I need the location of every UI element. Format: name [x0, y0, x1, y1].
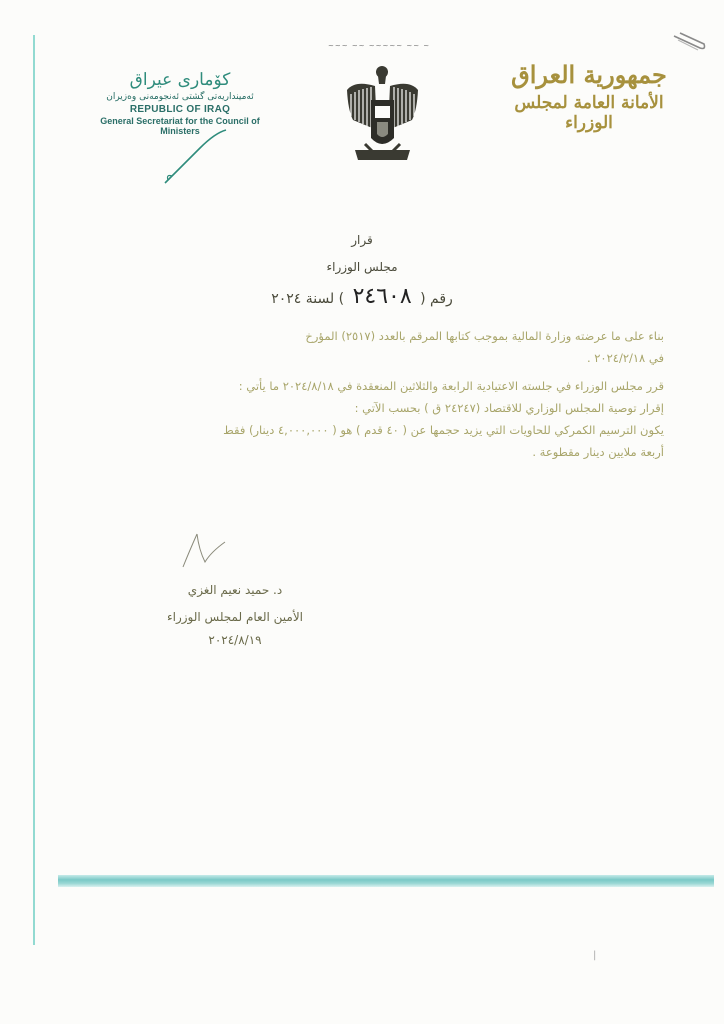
decision-title: قرار	[351, 233, 373, 247]
header-right-block	[509, 60, 669, 133]
decision-number-line	[0, 284, 724, 309]
body-line: في ٢٠٢٤/٢/١٨ .	[586, 351, 664, 365]
body-paragraph-1	[104, 325, 664, 369]
handwritten-signature-icon	[175, 522, 235, 572]
signatory-position: الأمين العام لمجلس الوزراء	[166, 610, 304, 624]
number-suffix: ) لسنة ٢٠٢٤	[271, 291, 345, 307]
body-paragraph-2	[104, 375, 664, 463]
english-republic: REPUBLIC OF IRAQ	[129, 104, 231, 115]
kurdish-title: کۆماری عیراق	[129, 70, 231, 90]
number-prefix: رقم (	[420, 291, 453, 307]
body-line: بناء على ما عرضته وزارة المالية بموجب كتابها المرقم بالعدد (٢٥١٧) المؤرخ	[305, 329, 664, 343]
english-secretariat: General Secretariat for the Council of Ministers	[100, 116, 260, 136]
kurdish-subtitle: ئەمینداریەتی گشتی ئەنجومەنی وەزیران	[106, 92, 254, 102]
signatory-name: د. حميد نعيم الغزي	[187, 583, 283, 597]
footer-band	[58, 875, 714, 887]
arabic-secretariat-title: الأمانة العامة لمجلس الوزراء	[514, 93, 664, 133]
decision-number: ٢٤٦٠٨	[352, 284, 412, 309]
body-line: إقرار توصية المجلس الوزاري للاقتصاد (٢٤٢٤٧ ق ) بحسب الآتي :	[354, 401, 664, 415]
council-title: مجلس الوزراء	[326, 260, 398, 274]
header-left-block	[85, 70, 275, 136]
footer-mark: |	[593, 950, 597, 961]
body-line: يكون الترسيم الكمركي للحاويات التي يزيد حجمها عن ( ٤٠ قدم ) هو ( ٤,٠٠٠,٠٠٠ دينار) فقط	[223, 423, 664, 437]
body-line: أربعة ملايين دينار مقطوعة .	[532, 445, 664, 459]
signature-date: ٢٠٢٤/٨/١٩	[208, 633, 262, 647]
body-line: قرر مجلس الوزراء في جلسته الاعتيادية الرابعة والثلاثين المنعقدة في ٢٠٢٤/٨/١٨ ما يأتي :	[238, 379, 664, 393]
iraq-eagle-emblem-icon	[345, 60, 420, 172]
paper-clip-icon	[670, 30, 708, 54]
margin-line	[33, 35, 35, 945]
top-scribble-mark: ~~~ ~~ ~~~~~ ~~ ~	[328, 42, 431, 50]
arabic-republic-title: جمهورية العراق	[511, 60, 667, 89]
header-signature-stroke-icon	[160, 128, 230, 188]
